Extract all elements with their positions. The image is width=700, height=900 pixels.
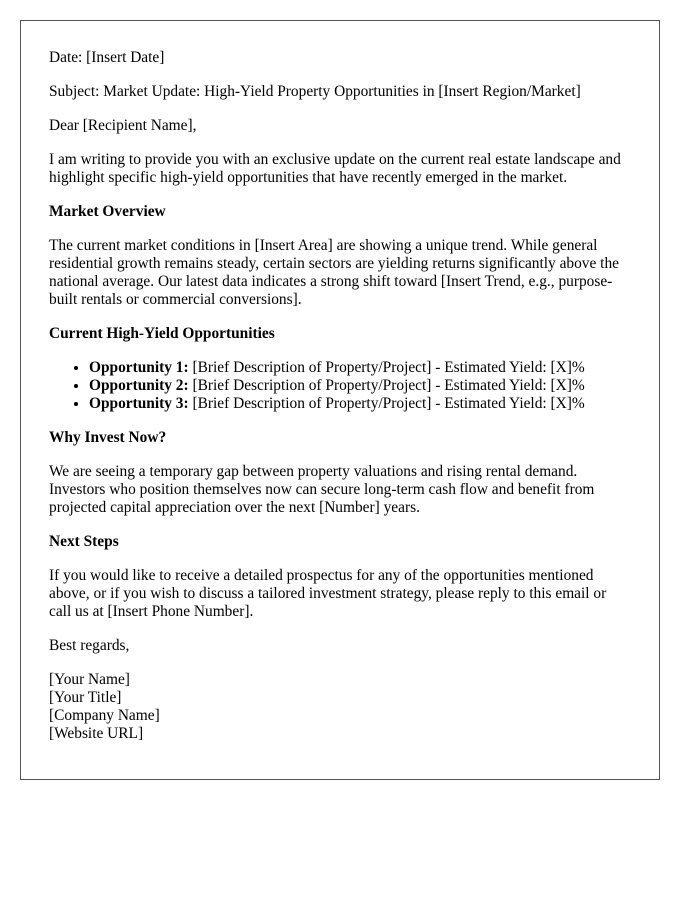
opportunity-label: Opportunity 2:: [89, 377, 189, 394]
opportunity-label: Opportunity 1:: [89, 359, 189, 376]
why-invest-body: We are seeing a temporary gap between property valuations and rising rental demand. Investors who position themselves now can secure long-term cash flow and benefit from projected capital appreciation over the next [Number] years.: [49, 463, 595, 516]
signature-company: [Company Name]: [49, 707, 160, 724]
closing: Best regards,: [49, 637, 130, 654]
opportunity-item: [89, 377, 631, 395]
subject-line: Subject: Market Update: High-Yield Property Opportunities in [Insert Region/Market]: [49, 83, 581, 100]
opportunities-list: [49, 359, 631, 413]
opportunity-item: [89, 395, 631, 413]
signature-name: [Your Name]: [49, 671, 130, 688]
date-line: Date: [Insert Date]: [49, 49, 165, 66]
opportunity-text: [Brief Description of Property/Project] - Estimated Yield: [X]%: [188, 377, 585, 394]
market-overview-body: The current market conditions in [Insert Area] are showing a unique trend. While general residential growth remains steady, certain sectors are yielding returns significantly above the national average. Our latest data indicates a strong shift toward [Insert Trend, e.g., purpose-built rentals or commercial conversions].: [49, 237, 619, 308]
opportunities-heading: Current High-Yield Opportunities: [49, 325, 275, 342]
salutation: Dear [Recipient Name],: [49, 117, 197, 134]
next-steps-body: If you would like to receive a detailed prospectus for any of the opportunities mentioned above, or if you wish to discuss a tailored investment strategy, please reply to this email or call us at [Insert Phone Number].: [49, 567, 607, 620]
opportunity-item: [89, 359, 631, 377]
opportunity-text: [Brief Description of Property/Project] - Estimated Yield: [X]%: [188, 359, 585, 376]
letter-container: [20, 20, 660, 780]
opportunity-text: [Brief Description of Property/Project] - Estimated Yield: [X]%: [188, 395, 585, 412]
signature-title: [Your Title]: [49, 689, 122, 706]
opportunity-label: Opportunity 3:: [89, 395, 189, 412]
intro-paragraph: I am writing to provide you with an exclusive update on the current real estate landscape and highlight specific high-yield opportunities that have recently emerged in the market.: [49, 151, 621, 186]
market-overview-heading: Market Overview: [49, 203, 166, 220]
next-steps-heading: Next Steps: [49, 533, 119, 550]
why-invest-heading: Why Invest Now?: [49, 429, 167, 446]
signature-block: [49, 671, 631, 743]
signature-website: [Website URL]: [49, 725, 144, 742]
